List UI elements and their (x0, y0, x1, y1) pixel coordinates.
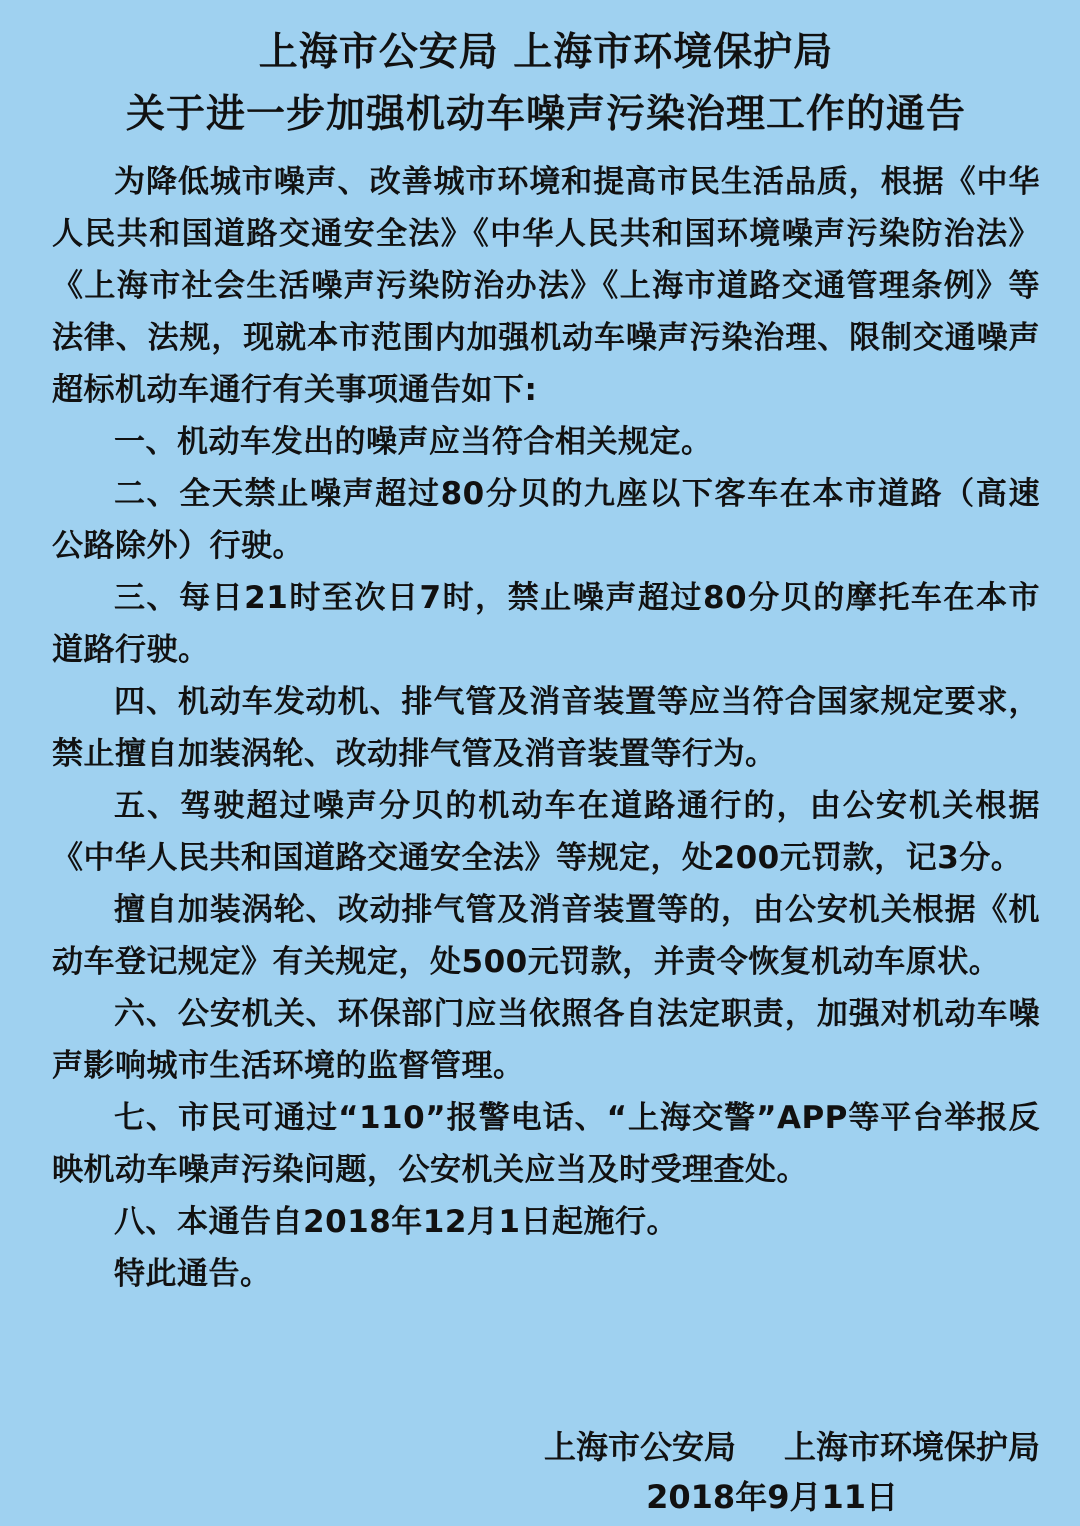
signature-orgs (544, 1422, 1040, 1472)
signature-date: 2018年9月11日 (646, 1478, 898, 1516)
paragraph-item-1: 一、机动车发出的噪声应当符合相关规定。 (114, 424, 713, 460)
paragraph-closing: 特此通告。 (114, 1256, 272, 1292)
paragraph-item-3: 三、每日21时至次日7时，禁止噪声超过80分贝的摩托车在本市道路行驶。 (52, 580, 1040, 668)
signature-org-police: 上海市公安局 (543, 1428, 736, 1466)
paragraph-item-5-cont: 擅自加装涡轮、改动排气管及消音装置等的，由公安机关根据《机动车登记规定》有关规定，处500元罚款，并责令恢复机动车原状。 (52, 892, 1040, 980)
paragraph-item-8: 八、本通告自2018年12月1日起施行。 (114, 1204, 678, 1240)
notice-title-line1: 上海市公安局 上海市环境保护局 (258, 30, 834, 75)
notice-title-line2: 关于进一步加强机动车噪声污染治理工作的通告 (125, 92, 966, 137)
signature-block (544, 1422, 1040, 1522)
paragraph-item-4: 四、机动车发动机、排气管及消音装置等应当符合国家规定要求，禁止擅自加装涡轮、改动排气管及消音装置等行为。 (52, 684, 1040, 772)
paragraph-intro: 为降低城市噪声、改善城市环境和提高市民生活品质，根据《中华人民共和国道路交通安全法》《中华人民共和国环境噪声污染防治法》《上海市社会生活噪声污染防治办法》《上海市道路交通管理条例》等法律、法规，现就本市范围内加强机动车噪声污染治理、限制交通噪声超标机动车通行有关事项通告如下: (52, 164, 1040, 408)
paragraph-item-2: 二、全天禁止噪声超过80分贝的九座以下客车在本市道路（高速公路除外）行驶。 (52, 476, 1040, 564)
paragraph-item-6: 六、公安机关、环保部门应当依照各自法定职责，加强对机动车噪声影响城市生活环境的监督管理。 (52, 996, 1040, 1084)
signature-org-environment: 上海市环境保护局 (783, 1428, 1040, 1466)
paragraph-item-5: 五、驾驶超过噪声分贝的机动车在道路通行的，由公安机关根据《中华人民共和国道路交通安全法》等规定，处200元罚款，记3分。 (52, 788, 1040, 876)
notice-body (52, 156, 1040, 1300)
paragraph-item-7: 七、市民可通过“110”报警电话、“上海交警”APP等平台举报反映机动车噪声污染问题，公安机关应当及时受理查处。 (52, 1100, 1040, 1188)
